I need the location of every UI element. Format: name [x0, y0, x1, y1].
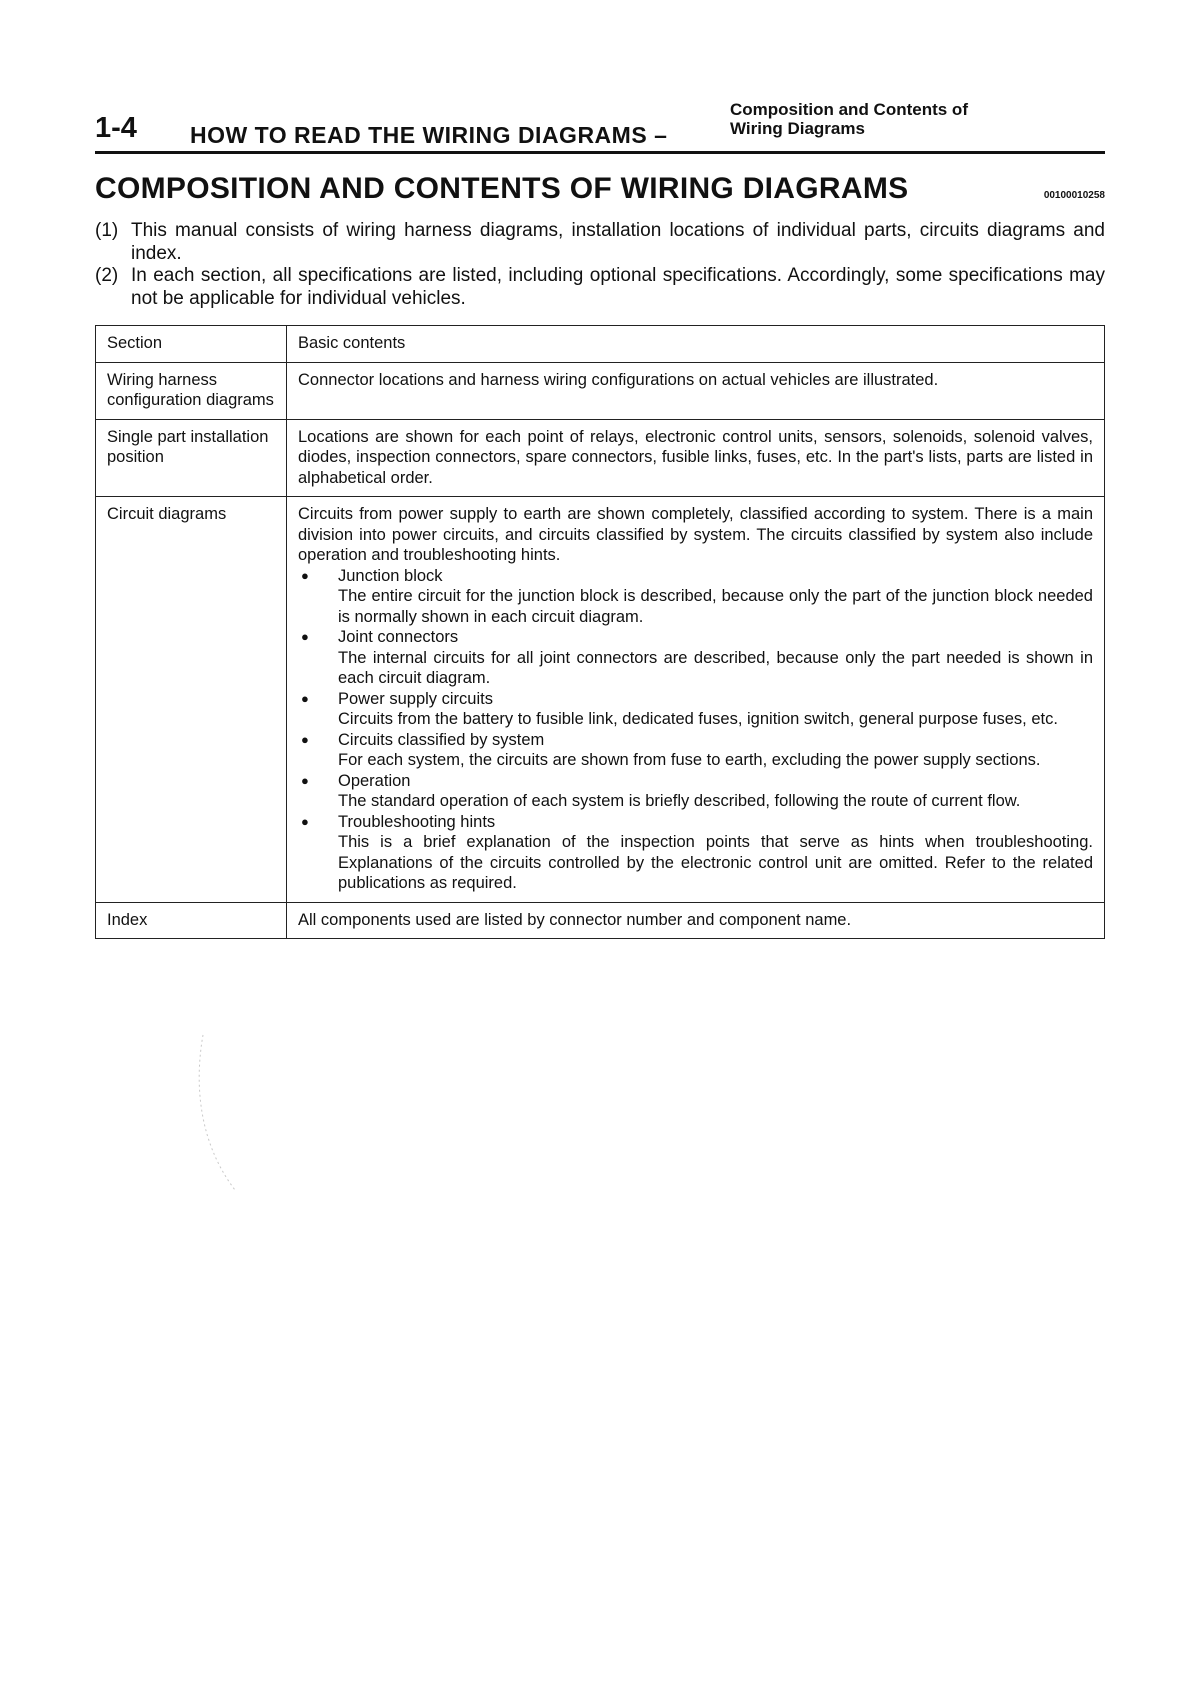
contents-table: [95, 325, 1105, 939]
intro-item: (1) This manual consists of wiring harness diagrams, installation locations of individual parts, circuits diagrams and index.: [95, 220, 1105, 264]
bullet-description: For each system, the circuits are shown from fuse to earth, excluding the power supply sections.: [338, 751, 1041, 769]
contents-cell: All components used are listed by connector number and component name.: [287, 902, 1105, 939]
bullet-item: [298, 566, 1093, 628]
bullet-icon: ●: [301, 731, 309, 747]
header-subtitle: Composition and Contents of Wiring Diagrams: [730, 100, 968, 138]
table-row: [96, 362, 1105, 419]
bullet-item: [298, 771, 1093, 812]
bullet-item: [298, 730, 1093, 771]
bullet-title: Troubleshooting hints: [338, 812, 496, 831]
bullet-title: Power supply circuits: [338, 689, 493, 708]
table-row: [96, 902, 1105, 939]
contents-cell: [287, 497, 1105, 903]
column-header-contents: Basic contents: [287, 326, 1105, 363]
section-cell: Wiring harness configuration diagrams: [96, 362, 287, 419]
bullet-icon: ●: [301, 690, 309, 706]
contents-cell: Connector locations and harness wiring configurations on actual vehicles are illustrated.: [287, 362, 1105, 419]
bullet-description: Circuits from the battery to fusible link, dedicated fuses, ignition switch, general purpose fuses, etc.: [338, 710, 1058, 728]
contents-cell: Locations are shown for each point of relays, electronic control units, sensors, solenoids, solenoid valves, diodes, inspection connectors, spare connectors, fusible links, fuses, etc. In the part's lists, parts are listed in alphabetical order.: [287, 419, 1105, 497]
page-number: 1-4: [95, 112, 137, 144]
intro-list: [95, 220, 1105, 310]
section-cell: Single part installation position: [96, 419, 287, 497]
table-row: [96, 419, 1105, 497]
table-row: [96, 497, 1105, 903]
bullet-description: The standard operation of each system is briefly described, following the route of current flow.: [338, 792, 1021, 810]
bullet-title: Circuits classified by system: [338, 730, 545, 749]
header-title: HOW TO READ THE WIRING DIAGRAMS –: [190, 122, 668, 148]
bullet-title: Joint connectors: [338, 628, 459, 646]
bullet-description: The entire circuit for the junction block is described, because only the part of the junction block needed is normally shown in each circuit diagram.: [338, 587, 1093, 626]
bullet-icon: ●: [301, 629, 309, 644]
bullet-item: [298, 812, 1093, 894]
page-header: [95, 100, 1105, 152]
section-cell: Index: [96, 902, 287, 939]
bullet-description: The internal circuits for all joint connectors are described, because only the part needed is shown in each circuit diagram.: [338, 648, 1093, 687]
bullet-icon: ●: [301, 772, 309, 788]
section-cell: Circuit diagrams: [96, 497, 287, 903]
header-rule: [95, 151, 1105, 154]
bullet-item: [298, 627, 1093, 689]
bullet-description: This is a brief explanation of the inspection points that serve as hints when troubleshooting. Explanations of the circuits controlled by the electronic control unit are omitted. Refer to the related publications as required.: [338, 833, 1093, 892]
scan-mark: [195, 1030, 255, 1200]
bullet-item: [298, 689, 1093, 730]
bullet-icon: ●: [301, 813, 309, 829]
contents-paragraph: Circuits from power supply to earth are shown completely, classified according to system. There is a main division into power circuits, and circuits classified by system. The circuits classified by system also include operation and troubleshooting hints.: [298, 505, 1093, 564]
document-code: 00100010258: [1043, 190, 1105, 201]
intro-item: (2) In each section, all specifications are listed, including optional specifications. Accordingly, some specifications may not be applicable for individual vehicles.: [95, 265, 1105, 309]
bullet-title: Junction block: [338, 566, 443, 585]
bullet-icon: ●: [301, 567, 309, 583]
bullet-title: Operation: [338, 771, 411, 790]
page-title: COMPOSITION AND CONTENTS OF WIRING DIAGRAMS: [95, 172, 909, 205]
table-header-row: [96, 326, 1105, 363]
column-header-section: Section: [96, 326, 287, 363]
